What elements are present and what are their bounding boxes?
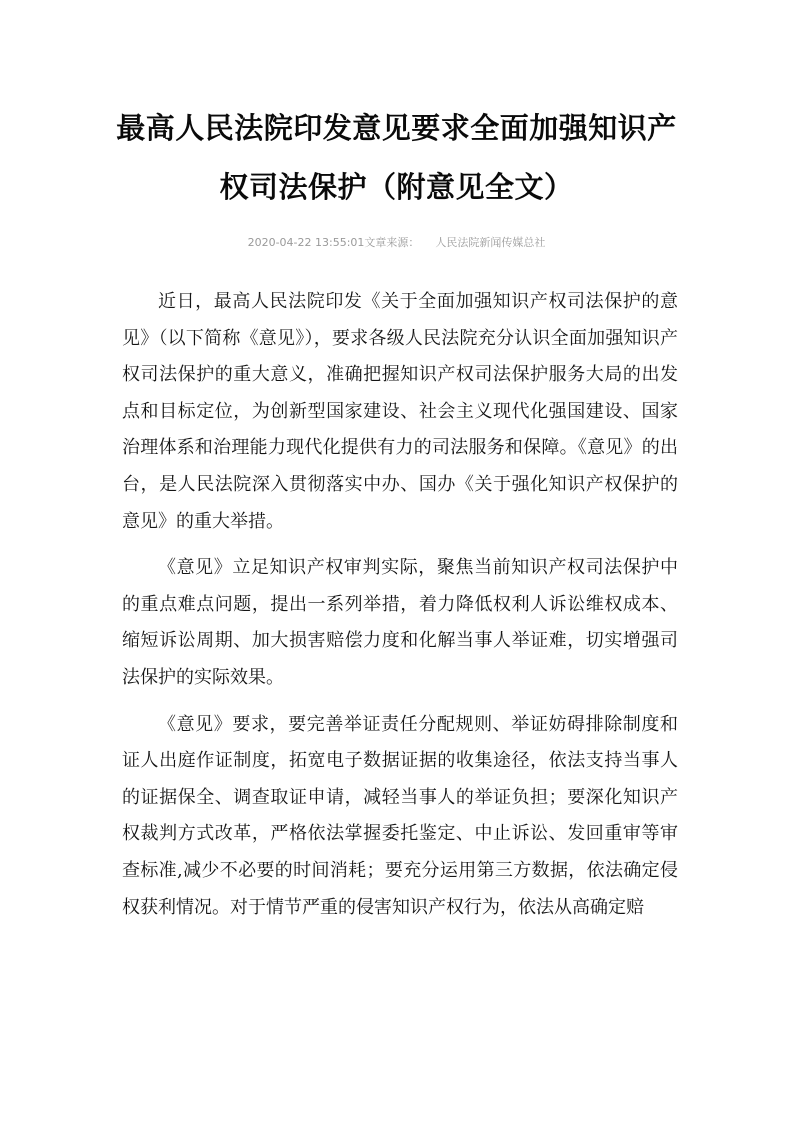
paragraph-3: 《意见》要求，要完善举证责任分配规则、举证妨碍排除制度和证人出庭作证制度，拓宽电子数据证据的收集途径，依法支持当事人的证据保全、调查取证申请，减轻当事人的举证负担；要深化知识产权裁判方式改革，严格依法掌握委托鉴定、中止诉讼、发回重审等审查标准,减少不必要的时间消耗；要充分运用第三方数据，依法确定侵权获利情况。对于情节严重的侵害知识产权行为，依法从高确定赔 [122,713,678,918]
article-title-line-2: 权司法保护（附意见全文） [219,170,574,204]
publish-datetime: 2020-04-22 13:55:01 [247,236,365,249]
article-meta [0,236,793,250]
article-body [122,284,678,936]
source-name: 人民法院新闻传媒总社 [435,236,546,249]
paragraph-2: 《意见》立足知识产权审判实际，聚焦当前知识产权司法保护中的重点难点问题，提出一系列举措，着力降低权利人诉讼维权成本、缩短诉讼周期、加大损害赔偿力度和化解当事人举证难，切实增强司法保护的实际效果。 [122,557,678,688]
paragraph-1: 近日，最高人民法院印发《关于全面加强知识产权司法保护的意见》（以下简称《意见》），要求各级人民法院充分认识全面加强知识产权司法保护的重大意义，准确把握知识产权司法保护服务大局的出发点和目标定位，为创新型国家建设、社会主义现代化强国建设、国家治理体系和治理能力现代化提供有力的司法服务和保障。《意见》的出台，是人民法院深入贯彻落实中办、国办《关于强化知识产权保护的意见》的重大举措。 [122,291,678,532]
article-title-line-1: 最高人民法院印发意见要求全面加强知识产 [116,111,677,145]
source-label: 文章来源： [364,236,420,249]
